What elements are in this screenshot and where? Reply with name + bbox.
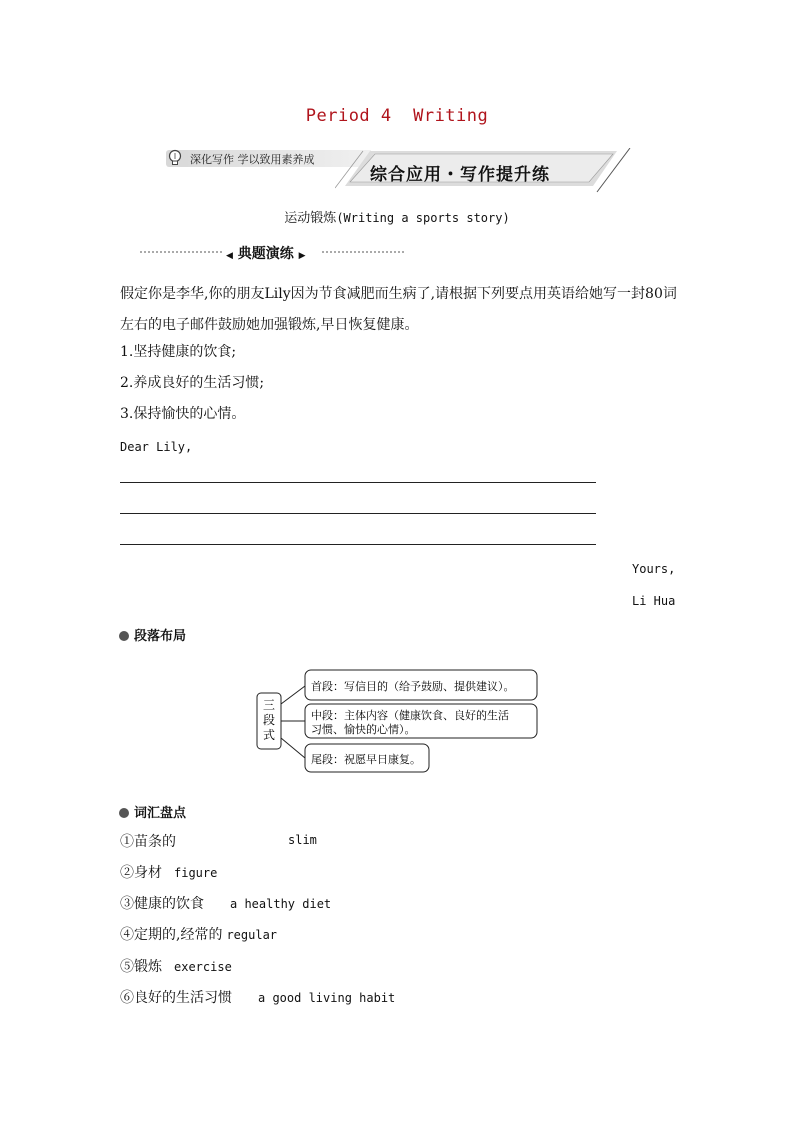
- bullet-dot-icon: [119, 808, 129, 818]
- vocab-heading-text: 词汇盘点: [134, 806, 187, 821]
- topic-en: (Writing a sports story): [336, 211, 510, 225]
- vocab-section-heading: [119, 802, 186, 821]
- vocab-item: [120, 924, 277, 944]
- vocab-cn: ⑤锻炼: [120, 959, 162, 975]
- arrow-right-icon: ▶: [298, 251, 306, 261]
- vocab-cn: ⑥良好的生活习惯: [120, 990, 232, 1006]
- vocab-en: slim: [288, 833, 317, 847]
- layout-section-heading: [119, 625, 186, 644]
- exam-section-title: 典题演练: [237, 246, 294, 262]
- answer-line-1[interactable]: [120, 482, 596, 483]
- branch-last-paragraph: 尾段：祝愿早日康复。: [311, 753, 421, 766]
- vocab-item: [120, 893, 331, 913]
- prompt-point-3: 3.保持愉快的心情。: [120, 406, 246, 422]
- banner-right-text: 综合应用・写作提升练: [370, 165, 550, 185]
- answer-line-3[interactable]: [120, 544, 596, 545]
- vocab-en: a good living habit: [258, 991, 396, 1005]
- root-char-1: 三: [262, 698, 276, 712]
- root-char-2: 段: [262, 713, 276, 727]
- vocab-en: exercise: [174, 960, 232, 974]
- vocab-item: [120, 987, 395, 1007]
- vocab-cn: ③健康的饮食: [120, 896, 204, 912]
- exam-section-heading: [226, 243, 306, 263]
- banner-left-text: 深化写作 学以致用素养成: [190, 153, 315, 166]
- vocab-item: [120, 862, 217, 882]
- vocab-cn: ④定期的,经常的: [120, 927, 223, 943]
- vocab-en: figure: [174, 866, 218, 880]
- vocab-cn: ②身材: [120, 865, 162, 881]
- topic-cn: 运动锻炼: [284, 211, 337, 226]
- letter-signature: Li Hua: [632, 594, 676, 608]
- answer-line-2[interactable]: [120, 513, 596, 514]
- vocab-item: [120, 831, 317, 851]
- prompt-point-1: 1.坚持健康的饮食;: [120, 344, 237, 360]
- vocab-item: [120, 956, 232, 976]
- branch-middle-paragraph-line2: 习惯、愉快的心情）。: [311, 723, 416, 736]
- writing-prompt: 假定你是李华,你的朋友Lily因为节食减肥而生病了,请根据下列要点用英语给她写一封80词左右的电子邮件鼓励她加强锻炼,早日恢复健康。: [120, 286, 677, 333]
- root-char-3: 式: [262, 728, 276, 742]
- page-title: Period 4 Writing: [305, 106, 489, 126]
- dotted-divider-left: [140, 251, 222, 253]
- dotted-divider-right: [322, 251, 404, 253]
- vocab-en: regular: [226, 928, 278, 942]
- bullet-dot-icon: [119, 631, 129, 641]
- vocab-en: a healthy diet: [230, 897, 332, 911]
- branch-first-paragraph: 首段：写信目的（给予鼓励、提供建议）。: [311, 680, 515, 693]
- layout-heading-text: 段落布局: [134, 629, 187, 644]
- topic-subtitle: [0, 207, 794, 226]
- letter-closing: Yours,: [632, 562, 676, 576]
- letter-greeting: Dear Lily,: [120, 440, 193, 454]
- vocab-cn: ①苗条的: [120, 834, 176, 850]
- branch-middle-paragraph-line1: 中段：主体内容（健康饮食、良好的生活: [311, 709, 509, 722]
- lightbulb-icon: [166, 148, 184, 168]
- arrow-left-icon: ◀: [226, 251, 233, 261]
- paragraph-structure-diagram: [255, 666, 545, 776]
- prompt-point-2: 2.养成良好的生活习惯;: [120, 375, 265, 391]
